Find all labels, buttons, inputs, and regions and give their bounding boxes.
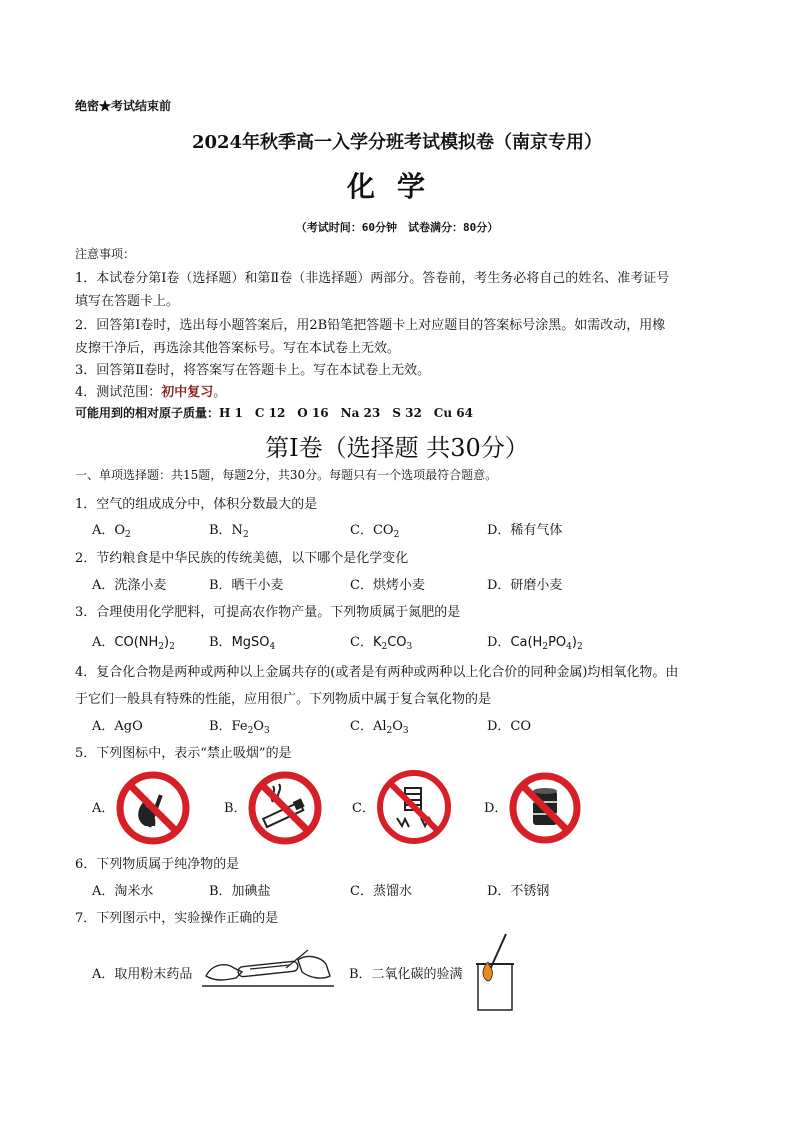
note-3: 3．回答第Ⅱ卷时，将答案写在答题卡上。写在本试卷上无效。 (75, 363, 431, 378)
q6-option-b: B．加碘盐 (209, 884, 271, 899)
q2-option-a: A．洗涤小麦 (92, 578, 167, 593)
atomic-masses: 可能用到的相对原子质量：H 1 C 12 O 16 Na 23 S 32 Cu 64 (75, 406, 473, 420)
q1-option-b: B．$N_2$ (209, 523, 249, 540)
question-4-stem-a: 4．复合化合物是两种或两种以上金属共存的(或者是有两种或两种以上化合价的同种金属)均相氧化物。由 (75, 665, 679, 680)
note-4-prefix: 4．测试范围： (75, 385, 162, 400)
q4-option-b: B．$Fe_2O_3$ (209, 719, 270, 736)
q4-option-d: D．CO (487, 719, 532, 734)
subject-title: 化学 (346, 170, 447, 203)
note-1a: 1．本试卷分第Ⅰ卷（选择题）和第Ⅱ卷（非选择题）两部分。答卷前，考生务必将自己的姓名、准考证号 (75, 271, 670, 286)
note-2a: 2．回答第Ⅰ卷时，选出每小题答案后，用2B铅笔把答题卡上对应题目的答案标号涂黑。如需改动，用橡 (75, 318, 666, 333)
q6-option-c: C．蒸馏水 (350, 884, 412, 899)
note-2b: 皮擦干净后，再选涂其他答案标号。写在本试卷上无效。 (75, 341, 401, 356)
q3-option-d: D．$Ca(H_2PO_4)_2$ (487, 635, 583, 652)
q6-option-d: D．不锈钢 (487, 884, 550, 899)
exam-title: 2024年秋季高一入学分班考试模拟卷（南京专用） (191, 132, 603, 153)
q5-option-c-label: C． (352, 801, 375, 816)
section-title: 第Ⅰ卷（选择题 共30分） (265, 434, 529, 462)
q1-option-d: D．稀有气体 (487, 523, 563, 538)
q7-option-b-label: B．二氧化碳的验满 (349, 967, 463, 982)
q4-option-a: A．AgO (92, 719, 143, 734)
q5-option-a-label: A． (92, 801, 115, 816)
no-flammable-drum-sign-icon (508, 771, 582, 845)
q3-option-c: C．$K_2CO_3$ (350, 635, 413, 652)
q5-option-b-label: B． (224, 801, 247, 816)
no-fire-sign-icon (115, 770, 191, 846)
section-instruction: 一、单项选择题：共15题，每题2分，共30分。每题只有一个选项最符合题意。 (75, 468, 498, 482)
q2-option-b: B．晒干小麦 (209, 578, 284, 593)
note-1b: 填写在答题卡上。 (75, 294, 180, 309)
question-1-stem: 1．空气的组成成分中，体积分数最大的是 (75, 497, 318, 512)
co2-test-illustration-icon (470, 930, 520, 1014)
test-scope: 初中复习 (161, 385, 214, 400)
exam-meta: （考试时间：60分钟 试卷满分：80分） (295, 221, 499, 234)
question-3-stem: 3．合理使用化学肥料，可提高农作物产量。下列物质属于氮肥的是 (75, 605, 461, 620)
q1-option-a: A．$O_2$ (92, 523, 131, 540)
q3-option-a: A．$CO(NH_2)_2$ (92, 635, 175, 652)
note-4 (75, 381, 226, 400)
question-7-stem: 7．下列图示中，实验操作正确的是 (75, 911, 279, 926)
confidential-label: 绝密★考试结束前 (75, 99, 172, 113)
q2-option-c: C．烘烤小麦 (350, 578, 425, 593)
q3-option-b: B．MgSO$_4$ (209, 635, 276, 652)
q2-option-d: D．研磨小麦 (487, 578, 563, 593)
q4-option-c: C．$Al_2O_3$ (350, 719, 409, 736)
no-smoking-sign-icon (247, 770, 323, 846)
q1-option-c: C．$CO_2$ (350, 523, 400, 540)
powder-transfer-illustration-icon (198, 946, 338, 992)
notes-heading: 注意事项： (75, 247, 136, 261)
no-fireworks-sign-icon (375, 768, 453, 846)
question-4-stem-b: 于它们一般具有特殊的性能，应用很广。下列物质中属于复合氧化物的是 (75, 692, 492, 707)
q7-option-a-label: A．取用粉末药品 (92, 967, 193, 982)
question-5-stem: 5．下列图标中，表示“禁止吸烟”的是 (75, 746, 292, 761)
question-6-stem: 6．下列物质属于纯净物的是 (75, 857, 240, 872)
note-4-suffix: 。 (213, 385, 227, 400)
q6-option-a: A．淘米水 (92, 884, 154, 899)
question-2-stem: 2．节约粮食是中华民族的传统美德，以下哪个是化学变化 (75, 551, 409, 566)
q5-option-d-label: D． (484, 801, 508, 816)
